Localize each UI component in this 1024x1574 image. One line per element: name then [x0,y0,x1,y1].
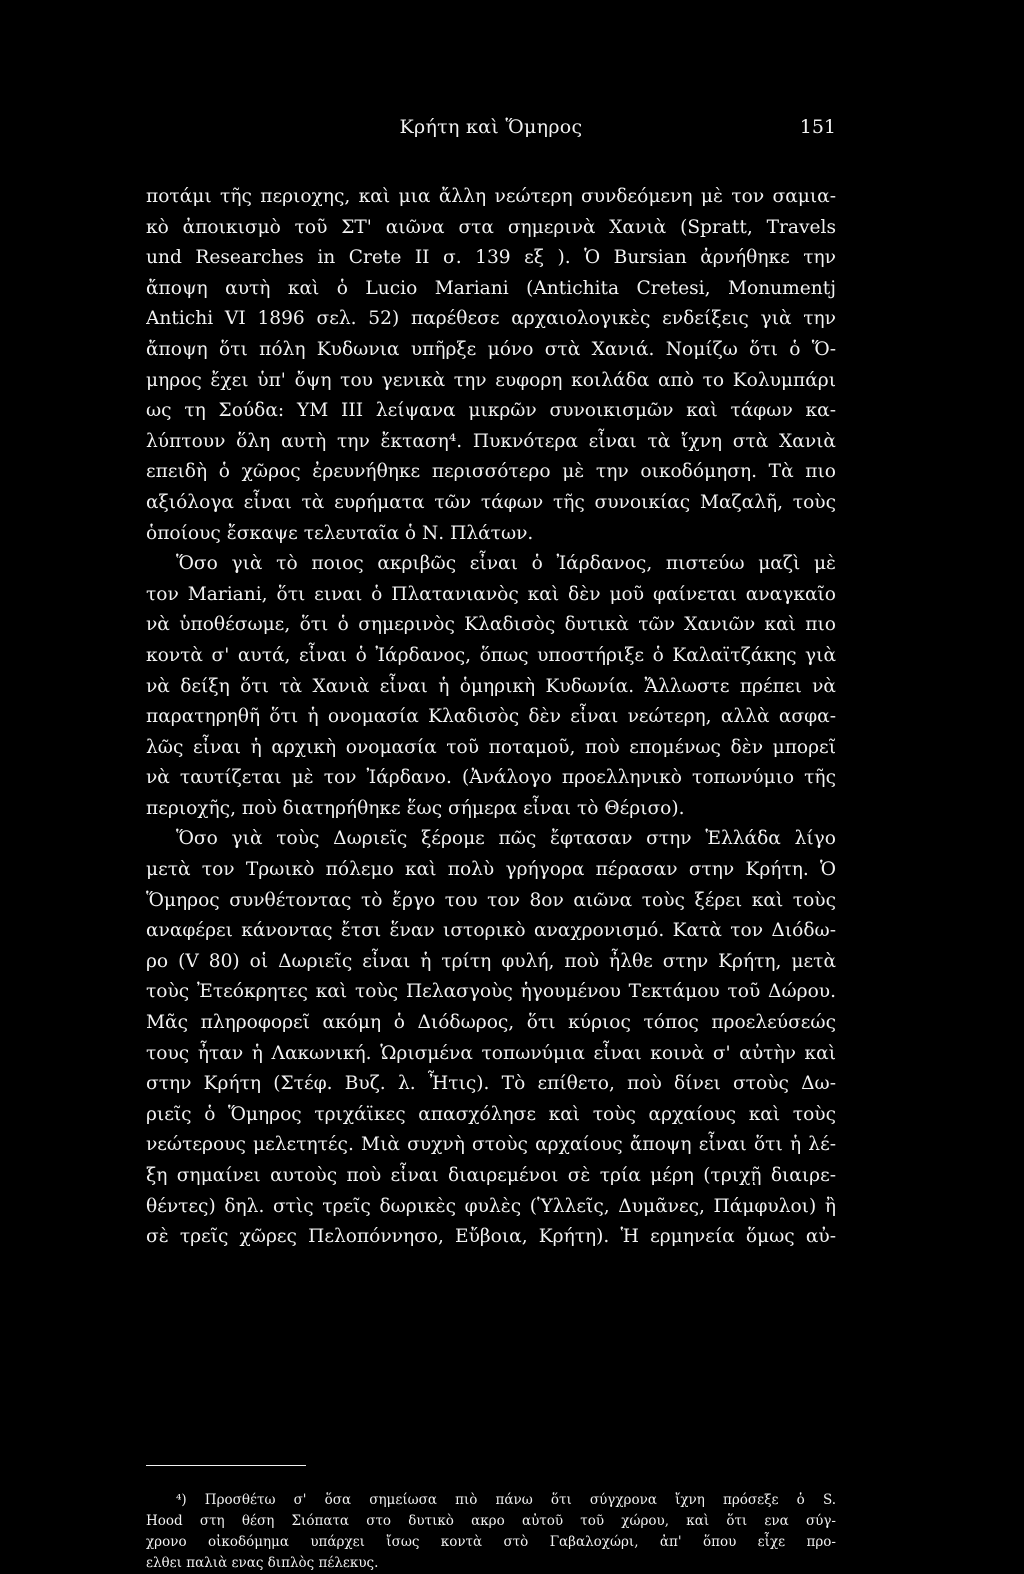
text-line: ἄποψη ὅτι πόλη Κυδωνια υπῆρξε μόνο στὰ Χανιά. Νομίζω ὅτι ὁ Ὅ- [146,338,836,360]
text-line: und Researches in Crete II σ. 139 εξ ). Ὁ Bursian ἀρνήθηκε την [146,247,836,269]
text-line: αναφέρει κάνοντας ἔτσι ἕναν ιστορικὸ αναχρονισμό. Κατὰ τον Διόδω- [146,920,836,942]
text-line: στην Κρήτη (Στέφ. Βυζ. λ. Ἦτις). Τὸ επίθετο, ποὺ δίνει στοὺς Δω- [146,1073,836,1095]
text-line: αξιόλογα εἶναι τὰ ευρήματα τῶν τάφων τῆς συνοικίας Μαζαλῆ, τοὺς [146,491,836,513]
text-line: νεώτερους μελετητές. Μιὰ συχνὴ στοὺς αρχαίους ἄποψη εἶναι ὅτι ἡ λέ- [146,1134,836,1156]
text-line: τοὺς Ἐτεόκρητες καὶ τοὺς Πελασγοὺς ἡγουμένου Τεκτάμου τοῦ Δώρου. [146,981,836,1003]
text-line: περιοχῆς, ποὺ διατηρήθηκε ἕως σήμερα εἶναι τὸ Θέρισο). [146,797,685,819]
text-line: ἄποψη αυτὴ καὶ ὁ Lucio Mariani (Antichita Cretesi, Monumentj [146,277,836,299]
text-line: Μᾶς πληροφορεῖ ακόμη ὁ Διόδωρος, ὅτι κύριος τόπος προελεύσεώς [146,1012,836,1034]
text-line: τους ἦταν ἡ Λακωνική. Ὡρισμένα τοπωνύμια εἶναι κοινὰ σ' αὐτὴν καὶ [146,1042,836,1064]
footnotes [146,1490,836,1574]
footnote-line: ελθει παλιὰ ενας διπλὸς πέλεκυς. [146,1555,379,1571]
text-line: Ὅμηρος συνθέτοντας τὸ ἔργο του τον 8ον αιῶνα τοὺς ξέρει καὶ τοὺς [146,889,836,911]
text-line: λύπτουν ὅλη αυτὴ την ἔκταση⁴. Πυκνότερα εἶναι τὰ ἴχνη στὰ Χανιὰ [146,430,836,452]
body-text [146,182,836,1253]
text-line: ριεῖς ὁ Ὅμηρος τριχάϊκες απασχόλησε καὶ τοὺς αρχαίους καὶ τοὺς [146,1103,836,1125]
text-line: λῶς εἶναι ἡ αρχικὴ ονομασία τοῦ ποταμοῦ, ποὺ επομένως δὲν μπορεῖ [146,736,836,758]
text-line: Ὅσο γιὰ τὸ ποιος ακριβῶς εἶναι ὁ Ἰάρδανος, πιστεύω μαζὶ μὲ [176,553,836,575]
text-line: ως τη Σούδα: ΥΜ III λείψανα μικρῶν συνοικισμῶν καὶ τάφων κα- [146,400,836,422]
text-line: μετὰ τον Τρωικὸ πόλεμο καὶ πολὺ γρήγορα πέρασαν στην Κρήτη. Ὁ [146,859,836,881]
text-line: ρο (V 80) οἱ Δωριεῖς εἶναι ἡ τρίτη φυλή, ποὺ ἦλθε στην Κρήτη, μετὰ [146,950,836,972]
text-line: ποτάμι τῆς περιοχης, καὶ μια ἄλλη νεώτερη συνδεόμενη μὲ τον σαμια- [146,186,836,207]
text-line: κὸ ἀποικισμὸ τοῦ ΣΤ' αιῶνα στα σημερινὰ Χανιὰ (Spratt, Travels [146,216,836,238]
text-line: μηρος ἔχει ὑπ' ὄψη του γενικὰ την ευφορη κοιλάδα απὸ το Κολυμπάρι [146,369,836,391]
footnote-divider [146,1465,306,1466]
page-number: 151 [799,116,836,138]
text-line: Ὅσο γιὰ τοὺς Δωριεῖς ξέρομε πῶς ἔφτασαν στην Ἑλλάδα λίγο [176,828,836,850]
text-line: επειδὴ ὁ χῶρος ἐρευνήθηκε περισσότερο μὲ την οικοδόμηση. Τὰ πιο [146,461,836,483]
text-line: νὰ ταυτίζεται μὲ τον Ἰάρδανο. (Ἀνάλογο προελληνικὸ τοπωνύμιο τῆς [146,767,836,789]
text-line: σὲ τρεῖς χῶρες Πελοπόννησο, Εὔβοια, Κρήτη). Ἡ ερμηνεία ὅμως αὐ- [146,1226,836,1248]
text-line: κοντὰ σ' αυτά, εἶναι ὁ Ἰάρδανος, ὅπως υποστήριξε ὁ Καλαϊτζάκης γιὰ [146,644,836,666]
text-line: τον Mariani, ὅτι ειναι ὁ Πλατανιανὸς καὶ δὲν μοῦ φαίνεται αναγκαῖο [146,583,836,605]
text-line: παρατηρηθῆ ὅτι ἡ ονομασία Κλαδισὸς δὲν εἶναι νεώτερη, αλλὰ ασφα- [146,706,836,728]
text-line: νὰ ὑποθέσωμε, ὅτι ὁ σημερινὸς Κλαδισὸς δυτικὰ τῶν Χανιῶν καὶ πιο [146,614,836,636]
page-header [146,116,836,146]
running-title: Κρήτη καὶ Ὅμηρος [399,116,583,138]
text-line: ξη σημαίνει αυτοὺς ποὺ εἶναι διαιρεμένοι σὲ τρία μέρη (τριχῇ διαιρε- [146,1165,836,1186]
text-line: Antichi VI 1896 σελ. 52) παρέθεσε αρχαιολογικὲς ενδείξεις γιὰ την [146,308,836,330]
text-line: θέντες) δηλ. στὶς τρεῖς δωρικὲς φυλὲς (Ὑλλεῖς, Δυμᾶνες, Πάμφυλοι) ἢ [146,1195,836,1217]
text-line: ὁποίους ἔσκαψε τελευταῖα ὁ Ν. Πλάτων. [146,522,534,544]
footnote-line: χρονο οἰκοδόμημα υπάρχει ἴσως κοντὰ στὸ Γαβαλοχώρι, ἀπ' ὅπου εἶχε προ- [146,1534,836,1550]
footnote-line: Hood στη θέση Σιόπατα στο δυτικὸ ακρο αὐτοῦ τοῦ χώρου, καὶ ὅτι ενα σύγ- [146,1513,836,1529]
footnote-line: ⁴) Προσθέτω σ' ὅσα σημείωσα πιὸ πάνω ὅτι σύγχρονα ἴχνη πρόσεξε ὁ S. [176,1492,836,1508]
text-line: νὰ δείξη ὅτι τὰ Χανιὰ εἶναι ἡ ὁμηρικὴ Κυδωνία. Ἄλλωστε πρέπει νὰ [146,675,836,697]
